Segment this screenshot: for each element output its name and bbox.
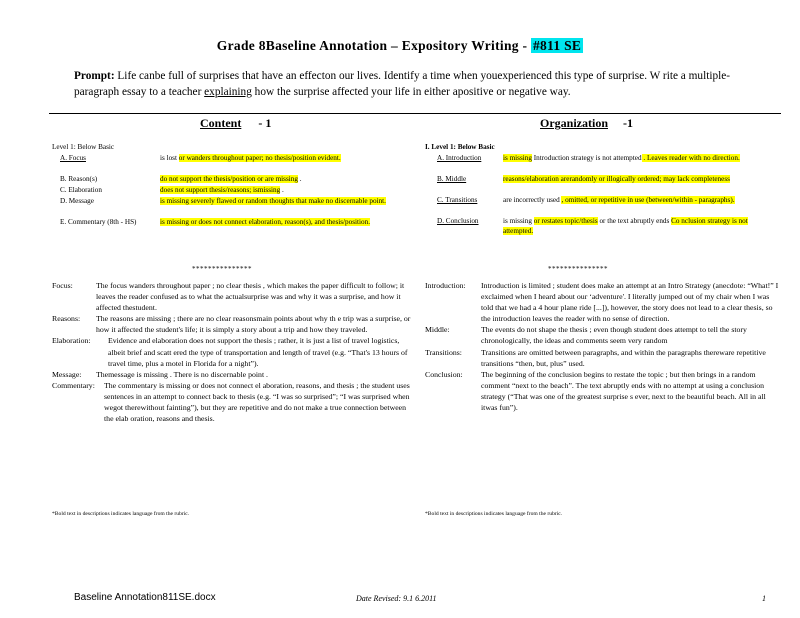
organization-row-introduction <box>425 153 780 174</box>
note-text: The beginning of the conclusion begins to restate the topic ; but then brings in a random comment “next to the beach”. The text abruptly ends with no attempt at using a conclusion strategy (“That was one of the greatest surprise s ever, next to the beautiful beach. All in all itwas fun”). <box>481 369 766 413</box>
content-heading <box>200 116 271 131</box>
content-row-key: C. Elaboration <box>60 185 102 194</box>
organization-row-key: D. Conclusion <box>437 216 479 225</box>
page-title <box>0 38 800 54</box>
organization-row-post: or the text abruptly ends <box>597 216 672 225</box>
organization-row-hl2: . Leaves reader with no direction. <box>641 153 740 162</box>
content-row-key: A. Focus <box>60 153 86 162</box>
note-message <box>52 369 414 380</box>
content-row-commentary <box>52 217 412 238</box>
content-rubric <box>52 142 412 238</box>
note-text: The reasons are missing ; there are no clear reasonsmain points about why th e trip was a surprise, or how it affected the student's life; it is simply a story about a trip and how they traveled. <box>96 314 411 335</box>
organization-row-post: Introduction strategy is not attempted <box>531 153 642 162</box>
organization-score: -1 <box>623 116 633 130</box>
organization-heading-label: Organization <box>540 116 608 130</box>
footer-filename: Baseline Annotation811SE.docx <box>74 592 216 603</box>
prompt-text-2: how the surprise affected your life in either apositive or negative way. <box>251 86 571 98</box>
note-key: Commentary: <box>52 380 95 390</box>
content-score: - 1 <box>258 116 272 130</box>
note-text: The events do not shape the thesis ; even though student does attempt to tell the story chronologically, the ideas and comments seem very random <box>481 325 747 346</box>
note-key: Focus: <box>52 281 73 290</box>
note-key: Reasons: <box>52 314 81 324</box>
note-middle <box>425 324 781 346</box>
note-key: Middle: <box>425 325 450 335</box>
note-key: Introduction: <box>425 281 466 290</box>
organization-footnote: *Bold text in descriptions indicates language from the rubric. <box>425 511 563 517</box>
content-row-hl: does not support thesis/reasons; ismissing <box>160 185 281 194</box>
organization-row-conclusion <box>425 216 780 237</box>
content-row-hl: is missing or does not connect elaboration, reason(s), and thesis/position. <box>160 217 370 226</box>
content-row-elaboration: C. Elaboration does not support thesis/reasons; ismissing . <box>60 185 284 194</box>
note-key: Transitions: <box>425 347 462 357</box>
organization-row-hl2: Co nclusion strategy is not attempted. <box>503 216 748 236</box>
organization-notes <box>425 280 781 413</box>
organization-row-hl: reasons/elaboration arerandomly or illogically ordered; may lack completeness <box>503 174 730 183</box>
organization-row-hl: , omitted, or repetitive in use (between/within - paragraphs). <box>561 195 735 204</box>
content-row-key: B. Reason(s) <box>60 174 98 183</box>
note-conclusion <box>425 369 781 413</box>
organization-row-pre: are incorrectly used <box>503 195 562 204</box>
divider <box>49 113 781 114</box>
footer-date: Date Revised: 9.1 6.2011 <box>356 594 437 603</box>
prompt <box>74 68 744 100</box>
note-key: Message: <box>52 369 82 379</box>
organization-rubric <box>425 142 780 237</box>
content-row-focus <box>52 153 412 174</box>
content-heading-label: Content <box>200 116 242 130</box>
title-main: Grade 8Baseline Annotation – Expository Writing - <box>216 38 531 53</box>
content-row-key: E. Commentary (8th - HS) <box>60 217 137 226</box>
content-row-pre: is lost <box>160 153 179 162</box>
title-code: #811 SE <box>532 38 582 53</box>
note-elaboration <box>52 335 414 368</box>
content-row-hl: do not support the thesis/position or are missing <box>160 174 298 183</box>
organization-row-key: A. Introduction <box>437 153 482 162</box>
content-notes <box>52 280 414 424</box>
organization-row-pre: is missing <box>503 216 534 225</box>
content-row-reasons: B. Reason(s) do not support the thesis/position or are missing . <box>60 174 302 183</box>
note-focus <box>52 280 414 313</box>
content-row-hl: is missing severely flawed or random thoughts that make no discernable point. <box>160 196 386 205</box>
note-text: Transitions are omitted between paragraphs, and within the paragraphs thereware repetitive transitions “then, but, plus” used. <box>481 347 766 368</box>
note-text: The focus wanders throughout paper ; no clear thesis , which makes the paper difficult to follow; it leaves the reader confused as to what the actualsurprise was and why it was a surprise, and how it affected thestudent. <box>96 281 405 313</box>
note-text: Evidence and elaboration does not support the thesis ; rather, it is just a list of travel logistics, albeit brief and scatt ered the type of transportation and length of travel (e.g. “That's 13 hours of travel time, plus a motel in Florida for a night”). <box>108 336 408 368</box>
note-text: Themessage is missing . There is no discernable point . <box>96 369 269 379</box>
organization-row-hl: or restates topic/thesis <box>533 216 598 225</box>
note-commentary <box>52 380 414 424</box>
prompt-underlined: explaining <box>204 86 252 98</box>
organization-stars: *************** <box>548 265 608 273</box>
note-introduction <box>425 280 781 324</box>
note-text: The commentary is missing or does not connect el aboration, reasons, and thesis ; the student uses sentences in an attempt to connect back to thesis (e.g. “I was so surprised”; “I was surprised when wegot therewithout fainting”), but they are repetitive and do not make a true connection between the elab oration, reasons and thesis. <box>104 380 410 424</box>
content-row-key: D. Message <box>60 196 94 205</box>
organization-row-transitions <box>425 195 780 216</box>
content-footnote: *Bold text in descriptions indicates language from the rubric. <box>52 511 190 517</box>
note-key: Conclusion: <box>425 369 463 379</box>
prompt-label: Prompt: <box>74 70 115 82</box>
content-level: Level 1: Below Basic <box>52 143 115 151</box>
note-transitions <box>425 347 781 369</box>
note-key: Elaboration: <box>52 336 91 346</box>
prompt-text-1: Life canbe full of surprises that have an effecton our lives. Identify a time when youexperienced this type of surprise. W rite a multiple-paragraph essay to a teacher <box>74 70 731 98</box>
organization-row-key: B. Middle <box>437 174 467 183</box>
organization-level: I. Level 1: Below Basic <box>425 143 495 151</box>
note-reasons <box>52 313 414 335</box>
organization-heading <box>540 116 633 131</box>
content-row-hl: or wanders throughout paper; no thesis/position evident. <box>178 153 341 162</box>
note-text: Introduction is limited ; student does make an attempt at an Intro Strategy (anecdote: “What!” I exclaimed when I heard about our ‘adventure'. I literally jumped out of my chair when I was told that we had a 4 hour plane ride [...]), however, the story does not lead to a clear thesis, so the introduction leaves the reader with no sense of direction. <box>481 281 779 324</box>
organization-row-key: C. Transitions <box>437 195 478 204</box>
organization-row-hl: is missing <box>503 153 532 162</box>
content-stars: *************** <box>192 265 252 273</box>
footer-page-number: 1 <box>762 594 766 603</box>
content-row-message <box>52 196 412 217</box>
organization-row-middle <box>425 174 780 195</box>
